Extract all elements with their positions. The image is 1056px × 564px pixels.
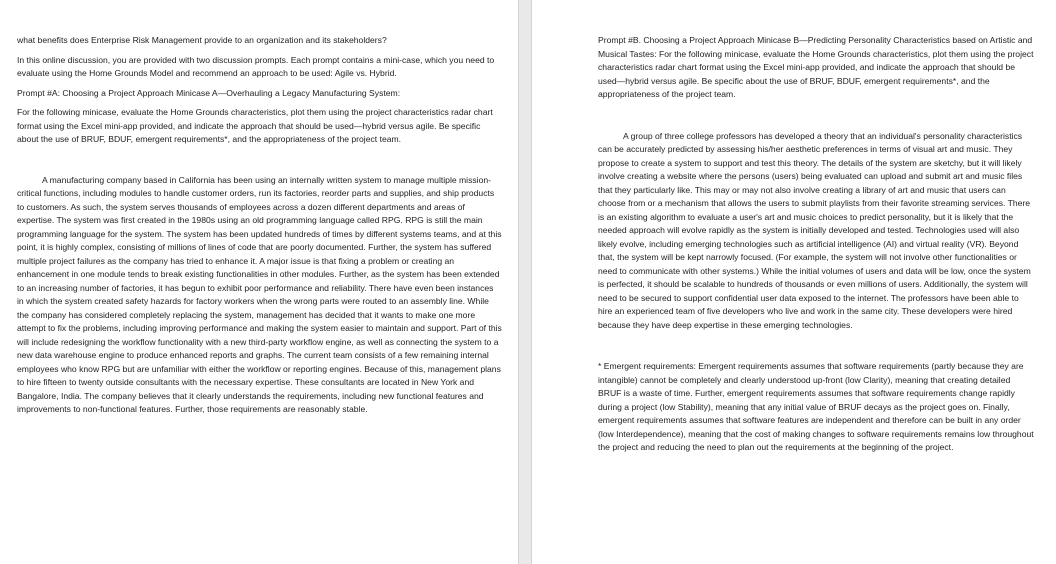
prompt-a-title: Prompt #A: Choosing a Project Approach Minicase A—Overhauling a Legacy Manufacturing System: <box>17 87 401 98</box>
intro-paragraph: In this online discussion, you are provided with two discussion prompts. Each prompt contains a mini-case, which you need to evaluate using the Home Grounds Model and recommend an approach to be used: Agile vs. Hybrid. <box>17 54 495 78</box>
prompt-a-instructions: For the following minicase, evaluate the Home Grounds characteristics, plot them using the project characteristics radar chart format using the Excel mini-app provided, and indicate the approach that should be used—hybrid versus agile. Be specific about the use of BRUF, BDUF, emergent requirements*, and the appropriateness of the project team. <box>17 107 493 144</box>
question-text: what benefits does Enterprise Risk Management provide to an organization and its stakeholders? <box>17 35 387 45</box>
footnote-emergent-requirements: * Emergent requirements: Emergent requirements assumes that software requirements (partly because they are intangible) cannot be completely and clearly understood up-front (low Clarity), meaning that creating detailed BRUF is a waste of time. Further, emergent requirements assumes that software requirements change rapidly during a project (low Stability), meaning that any initial value of BRUF decays as the project goes on. Finally, emergent requirements assumes that software features are independent and therefore can be built in any order (low Interdependence), meaning that the cost of making changes to software requirements remains low throughout the project and reducing the need to plan out the requirements at the beginning of the project. <box>598 361 1034 452</box>
minicase-a-paragraph: A manufacturing company based in California has been using an internally written system to manage multiple mission-critical functions, including modules to handle customer orders, run its factories, reorder parts and supplies, and ship products to customers. As such, the system serves thousands of employees across a dozen different departments and areas of expertise. The system was first created in the 1980s using an old programming language called RPG. RPG is still the main programming language for the system. The system has been updated hundreds of times by different systems teams, and at this point, it is highly complex, consisting of millions of lines of code that are poorly documented. Further, the system has suffered multiple project failures as the company has tried to enhance it. A major issue is that fixing a problem or creating an enhancement in one module tends to break existing functionalities in other modules. Further, as the system has been extended to an increasing number of factories, it has begun to exhibit poor performance and reliability. There have even been instances in which the system created safety hazards for factory workers when the wrong parts were routed to an assembly line. While the company has considered completely replacing the system, management has decided that it wants to make one more attempt to fix the problems, including improving performance and making the system easier to maintain and support. Part of this will include redesigning the workflow functionality with a new third-party workflow engine, as well as connecting the system to a new data warehouse engine to produce enhanced reports and graphs. The current team consists of a few remaining internal employees who know RPG but are unfamiliar with either the workflow or reporting engines. Because of this, management plans to hire fifteen to twenty outside consultants with the necessary expertise. These consultants are located in New York and Bangalore, India. The company believes that it clearly understands the requirements, including new functional features and improvements to non-functional features. Further, those requirements are reasonably stable. <box>17 174 502 414</box>
minicase-b-paragraph: A group of three college professors has developed a theory that an individual's personality characteristics can be accurately predicted by assessing his/her aesthetic preferences in terms of visual art and music. They propose to create a system to support and test this theory. The details of the system are sketchy, but it will likely involve creating a website where the persons (users) being evaluated can upload and submit art and music files that they particularly like. This may or may not also involve creating a library of art and music that users can choose from or a mechanism that allows the users to submit playlists from their favorite streaming services. There is an existing algorithm to evaluate a user's art and music choices to predict personality, but it is likely that the needed approach will evolve rapidly as the system is initially developed and tested. Technologies used will also likely evolve, including emerging technologies such as artificial intelligence (AI) and virtual reality (VR). Beyond that, the system will be kept narrowly focused. (For example, the system will not involve other functionalities or need to communicate with other systems.) While the initial volumes of users and data will be low, once the system is perfected, it should be scalable to hundreds of thousands or even millions of users. Additionally, the system will need to be secured to support confidential user data exposed to the internet. The professors have been able to hire an experienced team of five developers who live and work in the same city. These developers were hired because they have deep expertise in these emerging technologies. <box>598 130 1031 330</box>
prompt-b-paragraph: Prompt #B. Choosing a Project Approach Minicase B—Predicting Personality Characteristics based on Artistic and Musical Tastes: For the following minicase, evaluate the Home Grounds characteristics, plot them using the project characteristics radar chart format using the Excel mini-app provided, and indicate the approach that should be used—hybrid versus agile. Be specific about the use of BRUF, BDUF, emergent requirements*, and the appropriateness of the project team. <box>598 35 1034 99</box>
page-separator <box>518 0 532 564</box>
document-page-left[interactable] <box>0 0 518 564</box>
document-page-right[interactable] <box>532 0 1056 564</box>
